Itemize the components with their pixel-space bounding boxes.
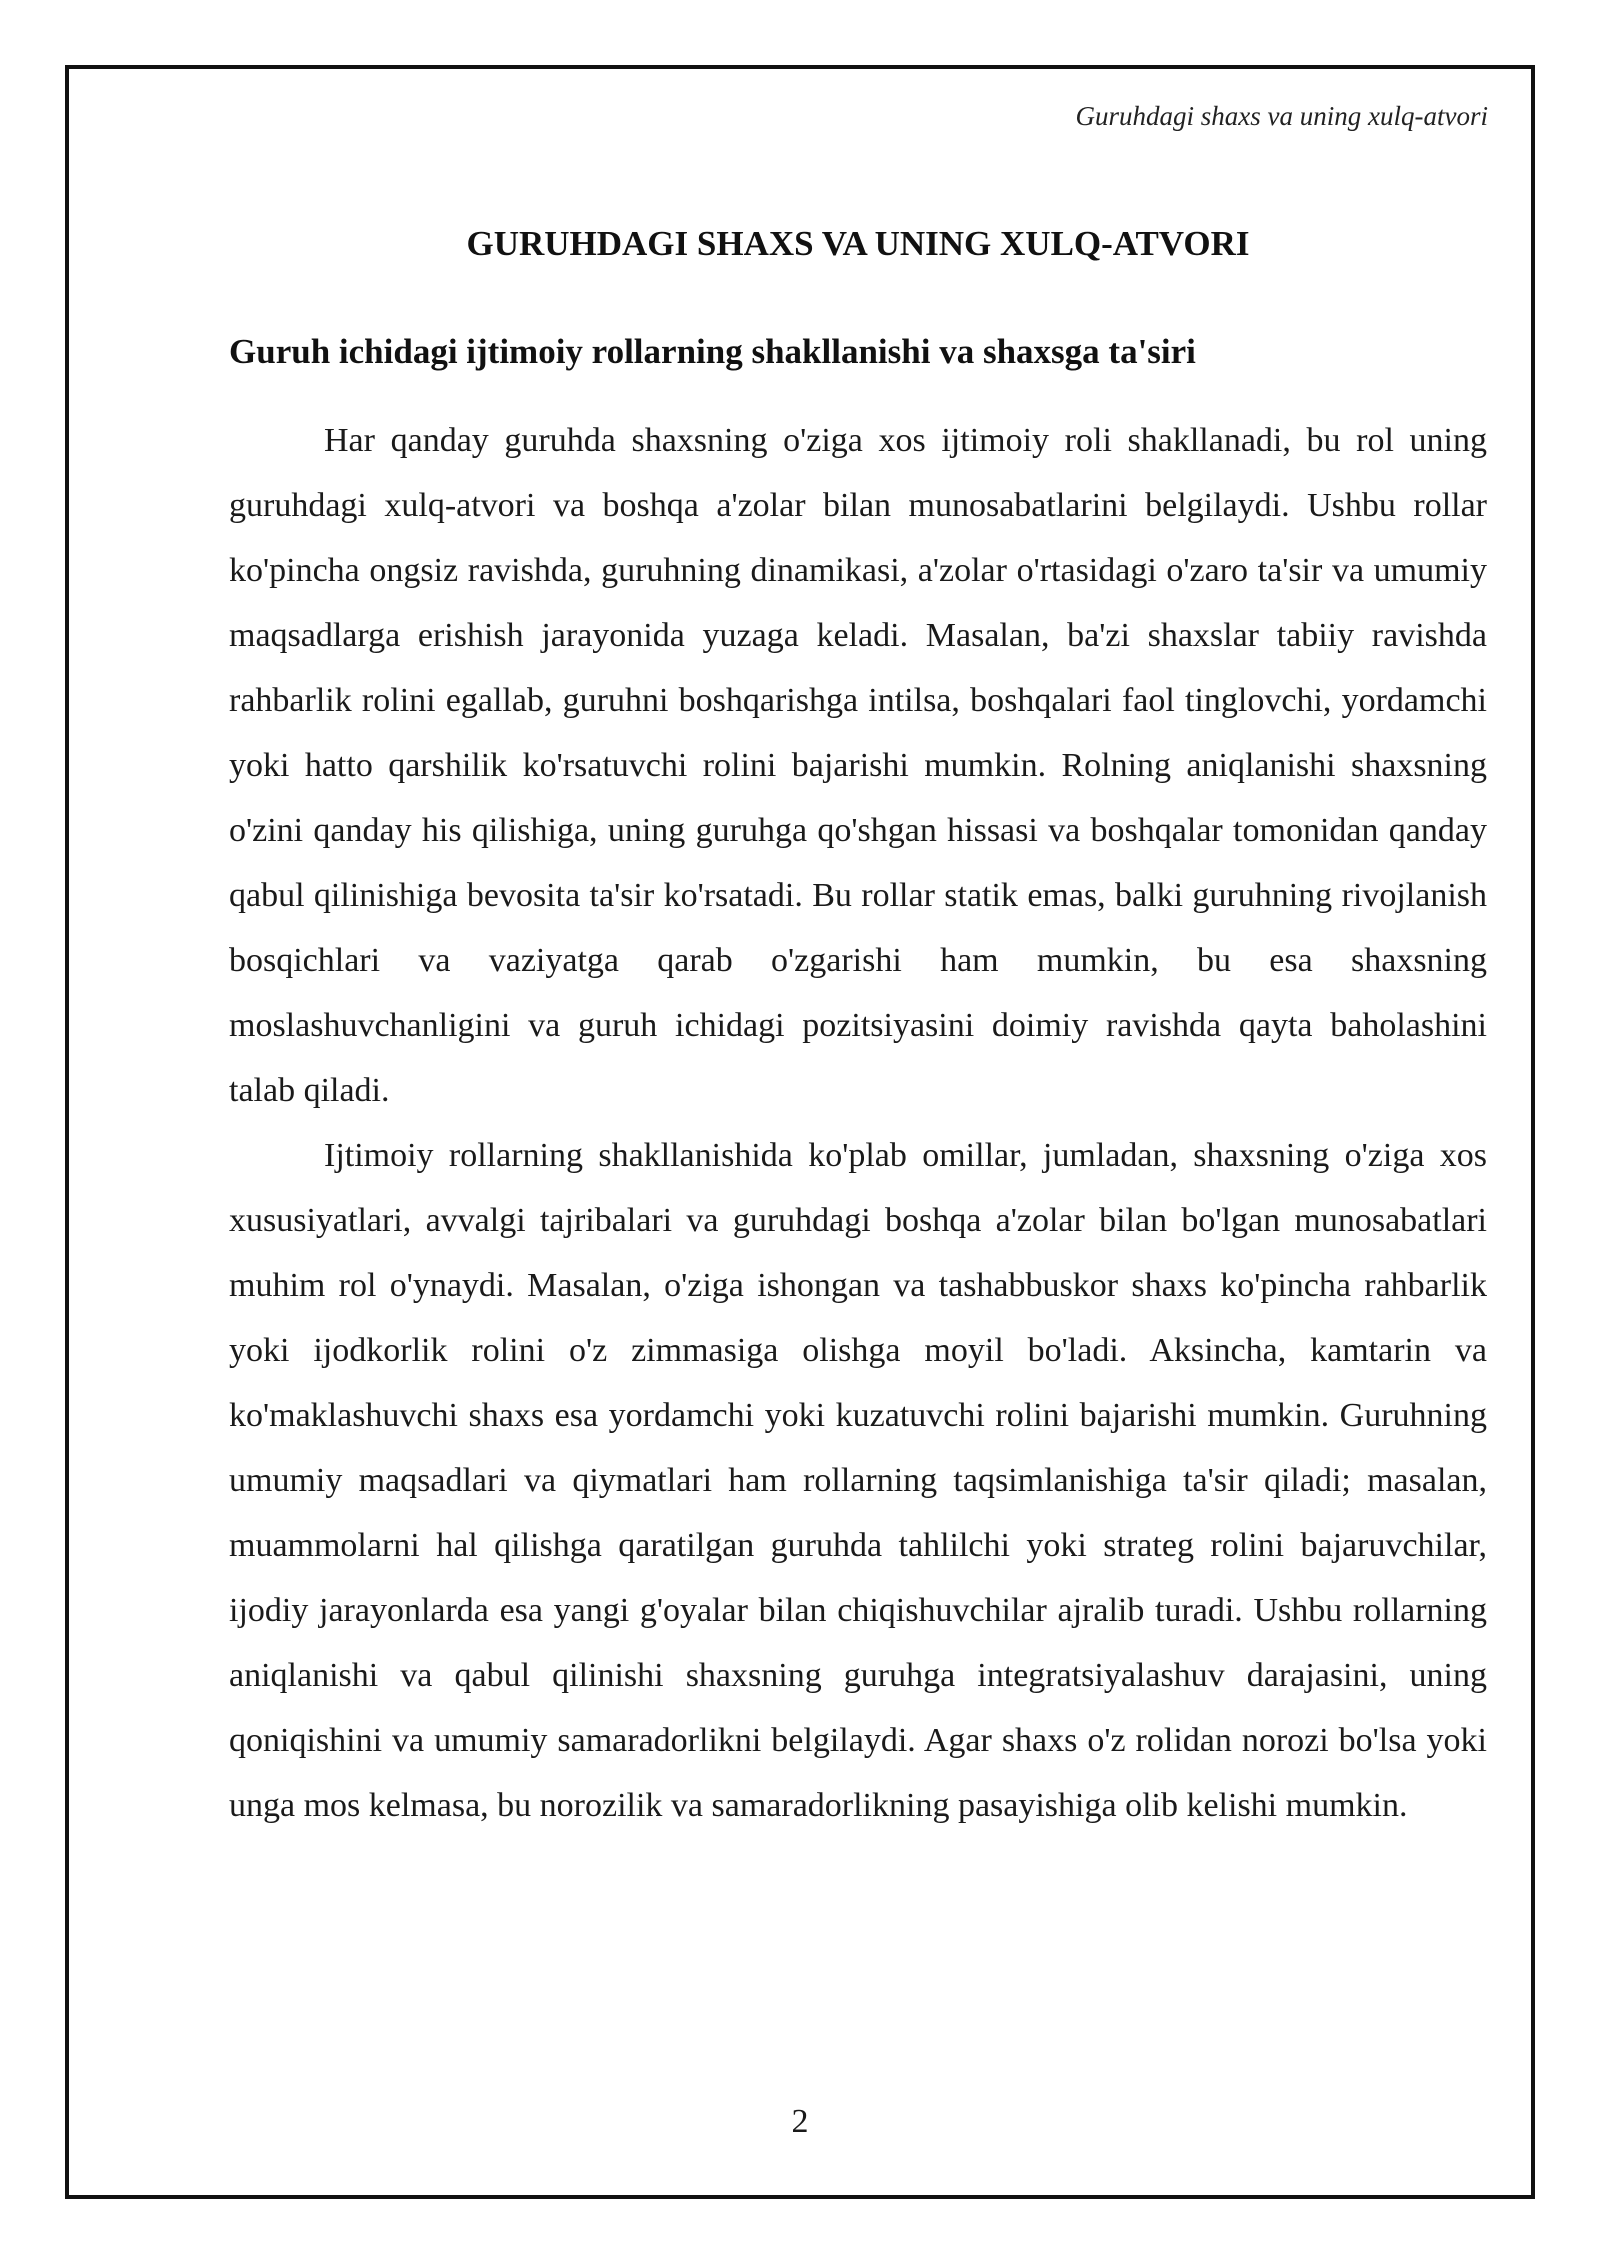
body-text — [229, 408, 1487, 1838]
running-header: Guruhdagi shaxs va uning xulq-atvori — [1075, 101, 1488, 131]
paragraph-2: Ijtimoiy rollarning shakllanishida ko'plab omillar, jumladan, shaxsning o'ziga xos xususiyatlari, avvalgi tajribalari va guruhdagi boshqa a'zolar bilan bo'lgan munosabatlari muhim rol o'ynaydi. Masalan, o'ziga ishongan va tashabbuskor shaxs ko'pincha rahbarlik yoki ijodkorlik rolini o'z zimmasiga olishga moyil bo'ladi. Aksincha, kamtarin va ko'maklashuvchi shaxs esa yordamchi yoki kuzatuvchi rolini bajarishi mumkin. Guruhning umumiy maqsadlari va qiymatlari ham rollarning taqsimlanishiga ta'sir qiladi; masalan, muammolarni hal qilishga qaratilgan guruhda tahlilchi yoki strateg rolini bajaruvchilar, ijodiy jarayonlarda esa yangi g'oyalar bilan chiqishuvchilar ajralib turadi. Ushbu rollarning aniqlanishi va qabul qilinishi shaxsning guruhga integratsiyalashuv darajasini, uning qoniqishini va umumiy samaradorlikni belgilaydi. Agar shaxs o'z rolidan norozi bo'lsa yoki unga mos kelmasa, bu norozilik va samaradorlikning pasayishiga olib kelishi mumkin. — [229, 1137, 1487, 1824]
section-heading: Guruh ichidagi ijtimoiy rollarning shakllanishi va shaxsga ta'siri — [229, 332, 1196, 371]
page-number: 2 — [791, 2103, 809, 2140]
paragraph-1: Har qanday guruhda shaxsning o'ziga xos ijtimoiy roli shakllanadi, bu rol uning guruhdagi xulq-atvori va boshqa a'zolar bilan munosabatlarini belgilaydi. Ushbu rollar ko'pincha ongsiz ravishda, guruhning dinamikasi, a'zolar o'rtasidagi o'zaro ta'sir va umumiy maqsadlarga erishish jarayonida yuzaga keladi. Masalan, ba'zi shaxslar tabiiy ravishda rahbarlik rolini egallab, guruhni boshqarishga intilsa, boshqalari faol tinglovchi, yordamchi yoki hatto qarshilik ko'rsatuvchi rolini bajarishi mumkin. Rolning aniqlanishi shaxsning o'zini qanday his qilishiga, uning guruhga qo'shgan hissasi va boshqalar tomonidan qanday qabul qilinishiga bevosita ta'sir ko'rsatadi. Bu rollar statik emas, balki guruhning rivojlanish bosqichlari va vaziyatga qarab o'zgarishi ham mumkin, bu esa shaxsning moslashuvchanligini va guruh ichidagi pozitsiyasini doimiy ravishda qayta baholashini talab qiladi. — [229, 422, 1487, 1109]
page-title: GURUHDAGI SHAXS VA UNING XULQ-ATVORI — [466, 224, 1250, 263]
